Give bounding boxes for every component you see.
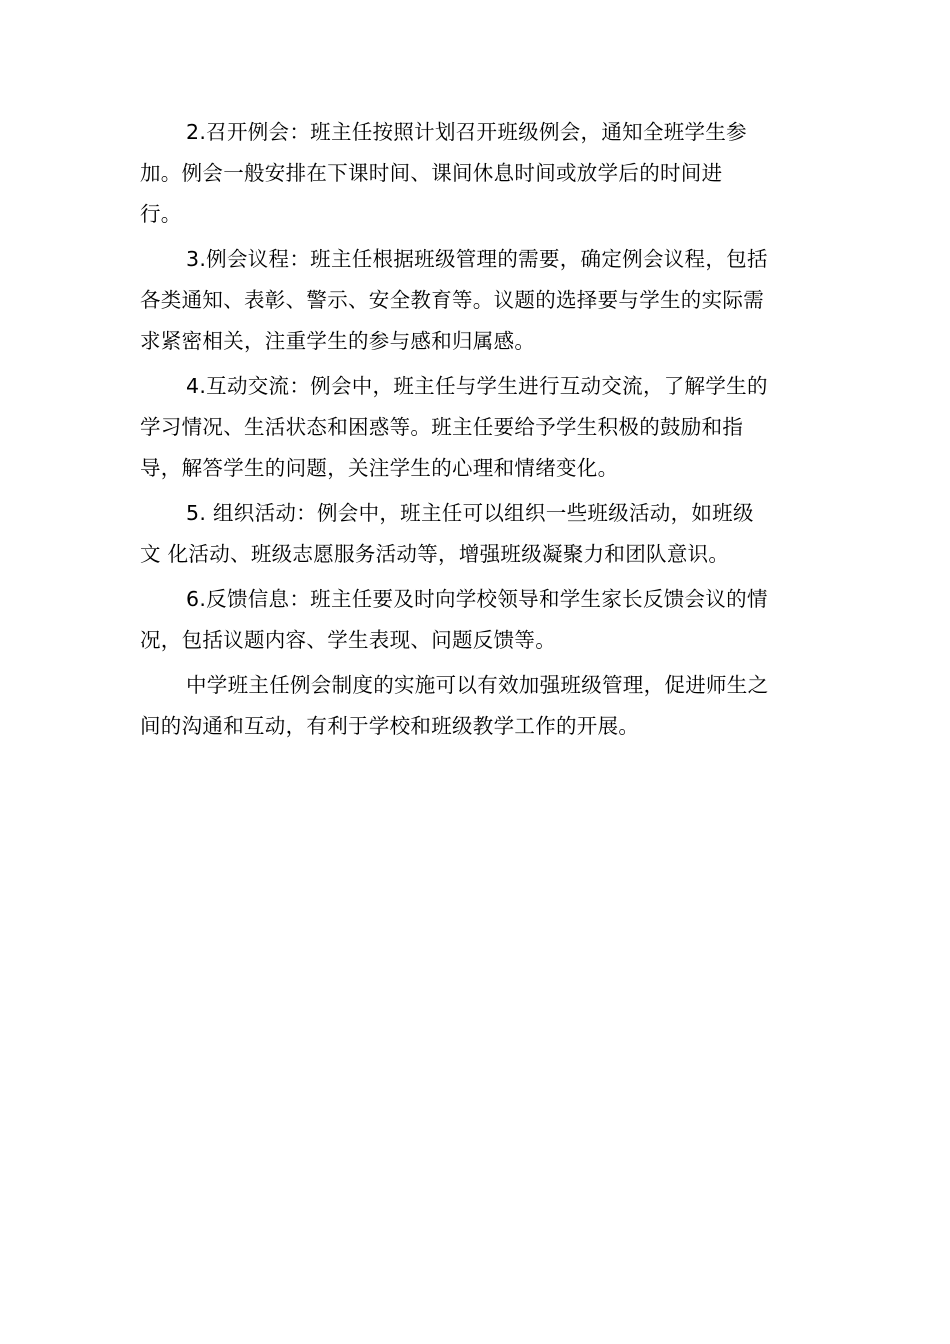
paragraph-line: 中学班主任例会制度的实施可以有效加强班级管理，促进师生之	[186, 673, 769, 697]
paragraph-line: 2.召开例会：班主任按照计划召开班级例会，通知全班学生参	[186, 120, 747, 144]
paragraph-line: 行。	[140, 202, 182, 226]
paragraph-line: 间的沟通和互动，有利于学校和班级教学工作的开展。	[140, 714, 640, 738]
paragraph-line: 导，解答学生的问题，关注学生的心理和情绪变化。	[140, 456, 619, 480]
paragraph-line: 3.例会议程：班主任根据班级管理的需要，确定例会议程，包括	[186, 247, 768, 271]
paragraph-line: 5. 组织活动：例会中，班主任可以组织一些班级活动，如班级	[186, 501, 754, 525]
paragraph-line: 加。例会一般安排在下课时间、课间休息时间或放学后的时间进	[140, 161, 723, 185]
paragraph-line: 4.互动交流：例会中，班主任与学生进行互动交流，了解学生的	[186, 374, 768, 398]
paragraph-feedback	[140, 579, 810, 661]
paragraph-line: 学习情况、生活状态和困惑等。班主任要给予学生积极的鼓励和指	[140, 415, 744, 439]
paragraph-meeting-agenda	[140, 239, 810, 362]
paragraph-line: 求紧密相关，注重学生的参与感和归属感。	[140, 329, 536, 353]
paragraph-line: 况，包括议题内容、学生表现、问题反馈等。	[140, 628, 556, 652]
paragraph-organize-activities	[140, 493, 810, 575]
document-body	[140, 112, 810, 751]
paragraph-conclusion	[140, 665, 810, 747]
paragraph-line: 文 化活动、班级志愿服务活动等，增强班级凝聚力和团队意识。	[140, 542, 730, 566]
paragraph-line: 各类通知、表彰、警示、安全教育等。议题的选择要与学生的实际需	[140, 288, 764, 312]
paragraph-interaction	[140, 366, 810, 489]
paragraph-convene-meeting	[140, 112, 810, 235]
paragraph-line: 6.反馈信息：班主任要及时向学校领导和学生家长反馈会议的情	[186, 587, 768, 611]
